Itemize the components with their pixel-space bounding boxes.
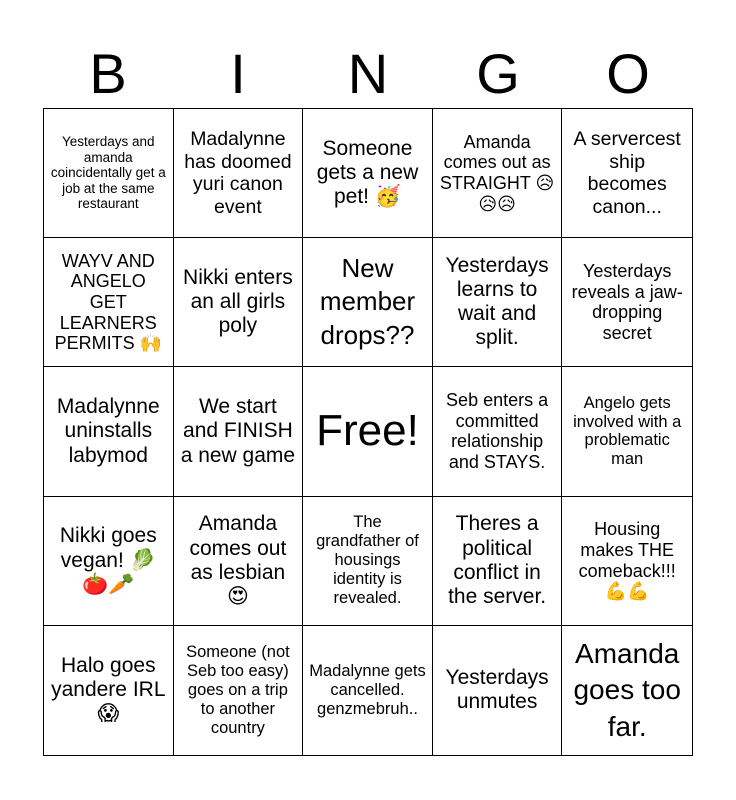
bingo-cell-4-2[interactable]: Amanda comes out as lesbian 😍 [174,497,304,626]
header-letter-n: N [347,42,389,105]
bingo-cell-2-2[interactable]: Nikki enters an all girls poly [174,238,304,367]
bingo-cell-2-4[interactable]: Yesterdays learns to wait and split. [433,238,563,367]
bingo-cell-3-4[interactable]: Seb enters a committed relationship and STAYS. [433,367,563,496]
bingo-cell-4-3[interactable]: The grandfather of housings identity is revealed. [303,497,433,626]
bingo-cell-2-5[interactable]: Yesterdays reveals a jaw-dropping secret [562,238,692,367]
bingo-board [43,108,693,756]
header-letter-i: I [230,42,246,105]
bingo-cell-1-5[interactable]: A servercest ship becomes canon... [562,109,692,238]
bingo-header [43,40,693,108]
bingo-cell-2-3[interactable]: New member drops?? [303,238,433,367]
header-letter-o: O [606,42,650,105]
bingo-cell-5-3[interactable]: Madalynne gets cancelled. genzmebruh.. [303,626,433,755]
header-letter-g: G [476,42,520,105]
bingo-cell-1-2[interactable]: Madalynne has doomed yuri canon event [174,109,304,238]
bingo-cell-3-2[interactable]: We start and FINISH a new game [174,367,304,496]
bingo-cell-3-1[interactable]: Madalynne uninstalls labymod [44,367,174,496]
bingo-cell-4-1[interactable]: Nikki goes vegan! 🥬🍅🥕 [44,497,174,626]
bingo-cell-1-4[interactable]: Amanda comes out as STRAIGHT 😥😥😥 [433,109,563,238]
bingo-cell-4-5[interactable]: Housing makes THE comeback!!! 💪💪 [562,497,692,626]
bingo-cell-5-1[interactable]: Halo goes yandere IRL 😱 [44,626,174,755]
bingo-cell-5-4[interactable]: Yesterdays unmutes [433,626,563,755]
bingo-cell-1-1[interactable]: Yesterdays and amanda coincidentally get a job at the same restaurant [44,109,174,238]
bingo-cell-5-2[interactable]: Someone (not Seb too easy) goes on a trip to another country [174,626,304,755]
bingo-cell-4-4[interactable]: Theres a political conflict in the server. [433,497,563,626]
bingo-cell-free[interactable]: Free! [303,367,433,496]
bingo-cell-3-5[interactable]: Angelo gets involved with a problematic man [562,367,692,496]
header-letter-b: B [89,42,127,105]
bingo-cell-2-1[interactable]: WAYV AND ANGELO GET LEARNERS PERMITS 🙌 [44,238,174,367]
bingo-cell-1-3[interactable]: Someone gets a new pet! 🥳 [303,109,433,238]
bingo-cell-5-5[interactable]: Amanda goes too far. [573,637,681,742]
